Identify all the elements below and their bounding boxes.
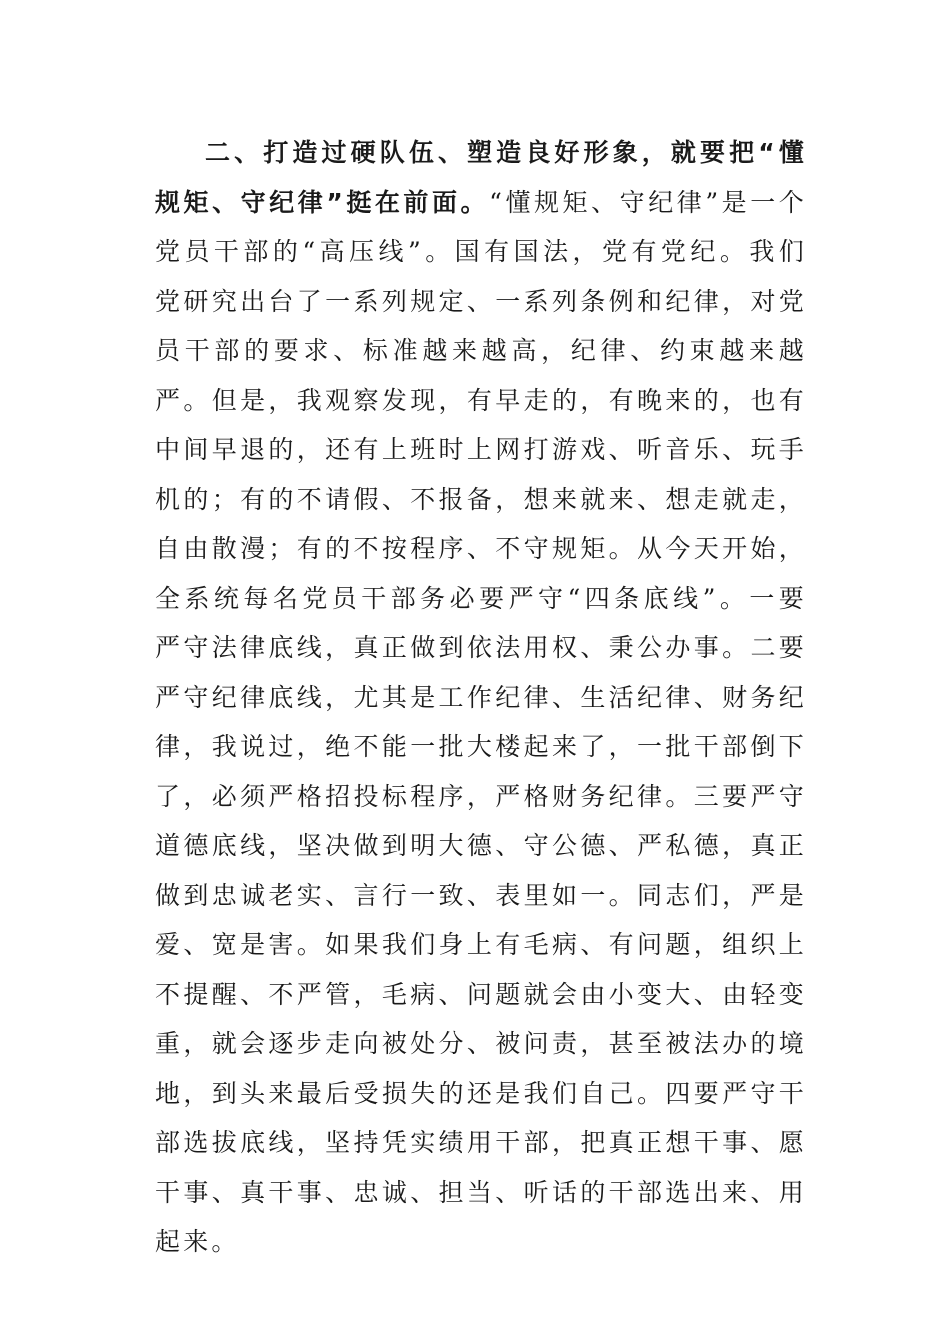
section-heading: 二、打造过硬队伍、塑造良好形象，就要把“懂规矩、守纪律”挺在前面。: [155, 138, 807, 217]
paragraph-body: “懂规矩、守纪律”是一个党员干部的“高压线”。国有国法，党有党纪。我们党研究出台了一系列规定、一系列条例和纪律，对党员干部的要求、标准越来越高，纪律、约束越来越严。但是，我观察发现，有早走的，有晚来的，也有中间早退的，还有上班时上网打游戏、听音乐、玩手机的；有的不请假、不报备，想来就来、想走就走，自由散漫；有的不按程序、不守规矩。从今天开始，全系统每名党员干部务必要严守“四条底线”。一要严守法律底线，真正做到依法用权、秉公办事。二要严守纪律底线，尤其是工作纪律、生活纪律、财务纪律，我说过，绝不能一批大楼起来了，一批干部倒下了，必须严格招投标程序，严格财务纪律。三要严守道德底线，坚决做到明大德、守公德、严私德，真正做到忠诚老实、言行一致、表里如一。同志们，严是爱、宽是害。如果我们身上有毛病、有问题，组织上不提醒、不严管，毛病、问题就会由小变大、由轻变重，就会逐步走向被处分、被问责，甚至被法办的境地，到头来最后受损失的还是我们自己。四要严守干部选拔底线，坚持凭实绩用干部，把真正想干事、愿干事、真干事、忠诚、担当、听话的干部选出来、用起来。: [155, 187, 807, 1256]
body-paragraph: [155, 128, 807, 1267]
